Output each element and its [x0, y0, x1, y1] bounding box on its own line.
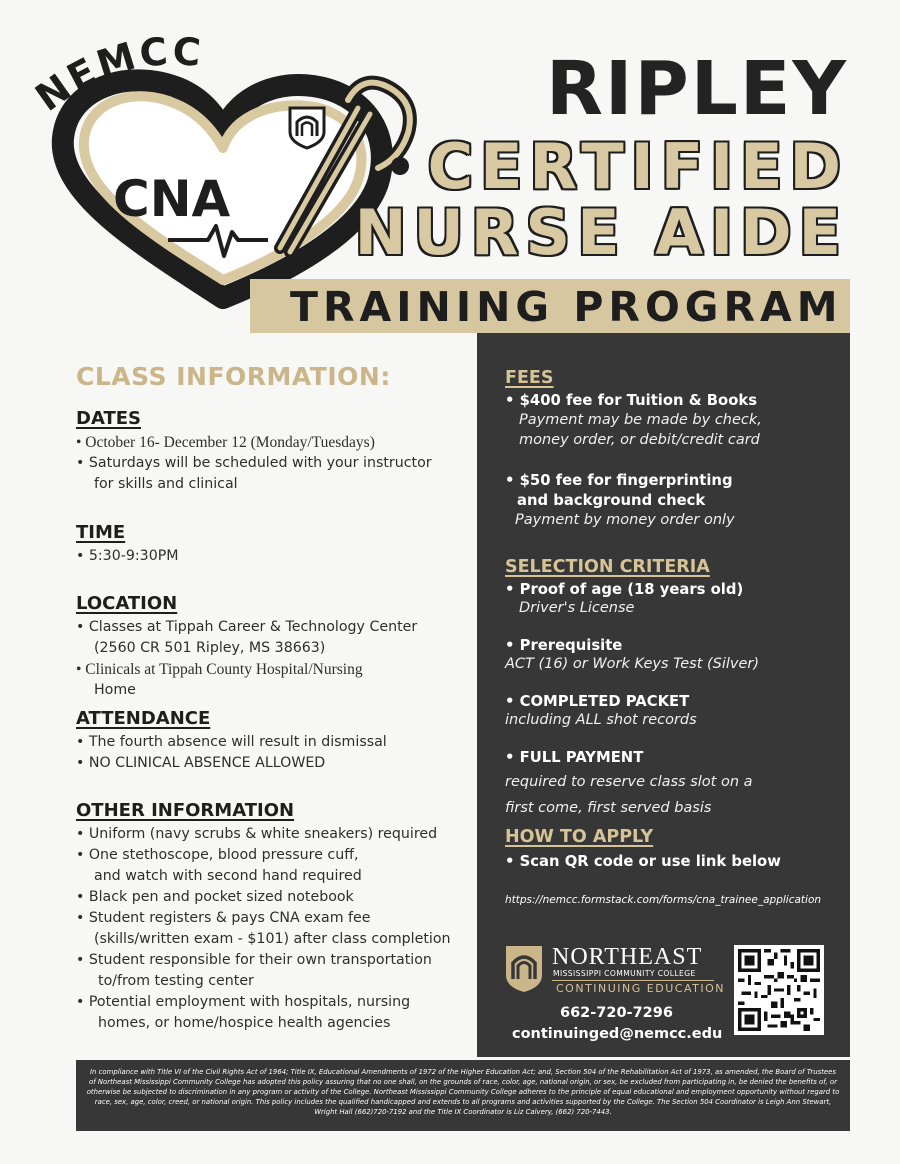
attendance-section — [76, 708, 476, 774]
criteria-payment-note: first come, first served basis — [505, 800, 712, 816]
location-item: • Classes at Tippah Career & Technology Center — [76, 619, 418, 635]
contact-phone[interactable]: 662-720-7296 — [560, 1005, 673, 1021]
other-info-heading: OTHER INFORMATION — [76, 800, 295, 821]
selection-heading: SELECTION CRITERIA — [505, 557, 710, 577]
criteria-prereq-note: ACT (16) or Work Keys Test (Silver) — [505, 656, 760, 672]
qr-code-icon — [738, 949, 820, 1031]
criteria-age-note: Driver's License — [519, 600, 635, 616]
logo-acronym: NEMCC — [27, 28, 206, 120]
college-subtitle: MISSISSIPPI COMMUNITY COLLEGE — [553, 969, 696, 978]
class-info-heading: CLASS INFORMATION: — [76, 362, 391, 391]
college-divider — [552, 980, 714, 981]
attendance-item: • NO CLINICAL ABSENCE ALLOWED — [76, 755, 326, 771]
time-item: • 5:30-9:30PM — [76, 548, 179, 564]
contact-email[interactable]: continuinged@nemcc.edu — [512, 1026, 723, 1042]
fee-tuition-note: Payment may be made by check, — [519, 412, 762, 428]
time-heading: TIME — [76, 522, 126, 543]
other-info-item: • Student responsible for their own transportation — [76, 952, 432, 968]
attendance-heading: ATTENDANCE — [76, 708, 211, 729]
other-info-item: • One stethoscope, blood pressure cuff, — [76, 847, 359, 863]
other-info-section — [76, 800, 476, 1034]
location-section — [76, 593, 476, 701]
fees-heading: FEES — [505, 368, 554, 388]
criteria-payment-note: required to reserve class slot on a — [505, 774, 753, 790]
title-nurse-aide: NURSE AIDE — [354, 196, 848, 269]
location-item: • Clinicals at Tippah County Hospital/Nursing — [76, 661, 363, 678]
nondiscrimination-footer — [76, 1060, 850, 1131]
fee-fingerprint: • $50 fee for fingerprinting — [505, 472, 733, 489]
qr-code[interactable] — [734, 945, 824, 1035]
location-item: Home — [94, 682, 136, 698]
class-info-column — [76, 362, 476, 1031]
dates-item: • October 16- December 12 (Monday/Tuesdays) — [76, 434, 375, 451]
other-info-item: • Potential employment with hospitals, nursing — [76, 994, 411, 1010]
time-section — [76, 522, 476, 567]
nemcc-cna-heart-logo — [18, 18, 438, 318]
logo-cna-badge: CNA — [113, 170, 231, 228]
college-department: CONTINUING EDUCATION — [556, 982, 725, 995]
location-item: (2560 CR 501 Ripley, MS 38663) — [94, 640, 326, 656]
fee-fingerprint: and background check — [517, 492, 706, 509]
nemcc-shield-icon — [290, 108, 324, 148]
other-info-item: (skills/written exam - $101) after class completion — [94, 931, 451, 947]
fee-fingerprint-note: Payment by money order only — [515, 512, 735, 528]
other-info-item: to/from testing center — [98, 973, 254, 989]
criteria-age: • Proof of age (18 years old) — [505, 581, 744, 598]
dates-item: • Saturdays will be scheduled with your instructor — [76, 455, 432, 471]
other-info-item: and watch with second hand required — [94, 868, 362, 884]
apply-heading: HOW TO APPLY — [505, 827, 654, 847]
apply-link[interactable]: https://nemcc.formstack.com/forms/cna_trainee_application — [505, 894, 822, 906]
apply-instruction: • Scan QR code or use link below — [505, 853, 781, 870]
criteria-packet: • COMPLETED PACKET — [505, 693, 690, 710]
title-certified: CERTIFIED — [427, 130, 848, 203]
dates-item: for skills and clinical — [94, 476, 238, 492]
college-name: NORTHEAST — [552, 944, 703, 970]
other-info-item: • Black pen and pocket sized notebook — [76, 889, 354, 905]
fee-tuition: • $400 fee for Tuition & Books — [505, 392, 758, 409]
other-info-item: • Student registers & pays CNA exam fee — [76, 910, 371, 926]
attendance-item: • The fourth absence will result in dismissal — [76, 734, 387, 750]
criteria-prereq: • Prerequisite — [505, 637, 623, 654]
footer-text: In compliance with Title VI of the Civil Rights Act of 1964; Title IX, Educational Amendments of 1972 of the Higher Education Act; and, Section 504 of the Rehabilitation Act of 1973, as amended, the Board of Trustees of Northeast Mississippi Community College has adopted this policy assuring that no one shall, on the grounds of race, color, age, national origin, or sex, be excluded from participating in, be denied the benefits of, or otherwise be subjected to discrimination in any program or activity of the College. Northeast Mississippi Community College adheres to the principle of equal educational and employment opportunity without regard to race, sex, age, color, creed, or national origin. This policy includes the qualified handicapped and extends to all programs and activities supported by the College. The Section 504 Coordinator is Leigh Ann Stewart, Wright Hall (662)720-7192 and the Title IX Coordinator is Liz Calvery, (662) 720-7443. — [86, 1068, 840, 1116]
title-ripley: RIPLEY — [545, 46, 848, 132]
banner-training-program: TRAINING PROGRAM — [290, 283, 843, 331]
fee-tuition-note: money order, or debit/credit card — [519, 432, 760, 448]
criteria-packet-note: including ALL shot records — [505, 712, 697, 728]
dates-section — [76, 408, 476, 495]
criteria-payment: • FULL PAYMENT — [505, 749, 644, 766]
location-heading: LOCATION — [76, 593, 178, 614]
other-info-item: homes, or home/hospice health agencies — [98, 1015, 391, 1031]
northeast-shield-icon — [505, 945, 543, 993]
dates-heading: DATES — [76, 408, 142, 429]
other-info-item: • Uniform (navy scrubs & white sneakers) required — [76, 826, 438, 842]
